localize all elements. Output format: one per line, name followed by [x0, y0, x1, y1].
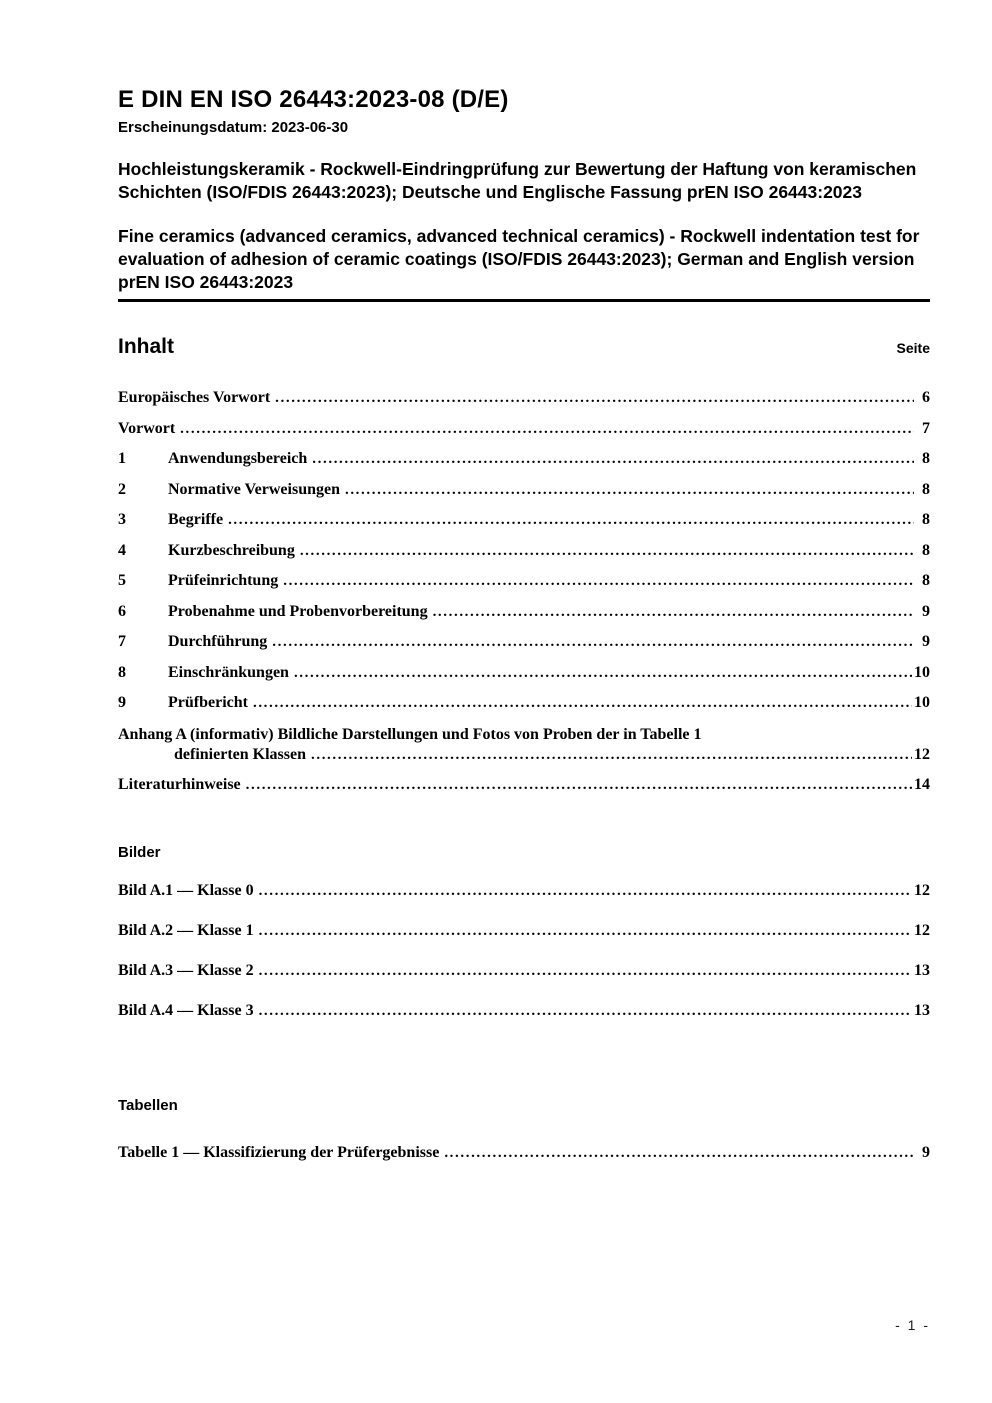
- toc-entry: [118, 541, 930, 561]
- dot-leader: [433, 602, 914, 622]
- figure-entry-title: Bild A.3 — Klasse 2: [118, 962, 254, 979]
- toc-entry-title: Kurzbeschreibung: [168, 541, 295, 559]
- footer-page-number: - 1 -: [895, 1317, 930, 1333]
- toc-entry: [118, 510, 930, 530]
- toc-entry-page: 8: [922, 480, 930, 498]
- toc-entry: [118, 388, 930, 408]
- tables-list: [118, 1143, 930, 1163]
- title-english: Fine ceramics (advanced ceramics, advanced technical ceramics) - Rockwell indentation test for evaluation of adhesion of ceramic coatings (ISO/FDIS 26443:2023); German and English version prEN ISO 26443:2023: [118, 226, 920, 292]
- toc-entry-title: Durchführung: [168, 633, 268, 650]
- toc-entry-page: 7: [922, 419, 930, 437]
- table-entry: [118, 1143, 930, 1163]
- dot-leader: [311, 745, 912, 765]
- toc-entry: [118, 775, 930, 795]
- toc-entry-number: 7: [118, 633, 126, 650]
- toc-entry: [118, 693, 930, 713]
- figure-entry: [118, 961, 930, 981]
- toc-entry: [118, 419, 930, 439]
- figure-entry-page: 13: [914, 1002, 930, 1019]
- toc-entry: [118, 632, 930, 652]
- toc-entry-title: Vorwort: [118, 419, 176, 437]
- figure-entry-page: 12: [914, 882, 930, 899]
- publication-date: Erscheinungsdatum: 2023-06-30: [118, 119, 349, 136]
- toc-entry-annex-line1: [118, 724, 930, 745]
- toc-entry-number: 9: [118, 694, 126, 711]
- toc-entry-title: Normative Verweisungen: [168, 480, 340, 498]
- figure-entry-page: 12: [914, 922, 930, 939]
- dot-leader: [246, 775, 912, 795]
- table-entry-title: Tabelle 1 — Klassifizierung der Prüfergebnisse: [118, 1144, 440, 1161]
- toc-entry-title: Anhang A (informativ) Bildliche Darstellungen und Fotos von Proben der in Tabelle 1: [118, 725, 702, 743]
- toc-entry-number: 4: [118, 541, 126, 559]
- toc-entry-page: 10: [914, 694, 930, 711]
- dot-leader: [283, 571, 914, 591]
- toc-entry-number: 6: [118, 602, 126, 620]
- dot-leader: [259, 881, 912, 901]
- toc-entry-title: Probenahme und Probenvorbereitung: [168, 602, 428, 620]
- figure-entry: [118, 921, 930, 941]
- toc-entry-page: 8: [922, 541, 930, 559]
- dot-leader: [345, 480, 914, 500]
- dot-leader: [275, 388, 914, 408]
- toc-entry-title: Begriffe: [168, 511, 224, 528]
- figure-entry: [118, 881, 930, 901]
- toc-entry: [118, 480, 930, 500]
- toc-entry-number: 3: [118, 511, 126, 528]
- tables-heading: Tabellen: [118, 1097, 178, 1114]
- figure-entry-title: Bild A.4 — Klasse 3: [118, 1002, 254, 1019]
- toc-entry: [118, 571, 930, 591]
- dot-leader: [300, 541, 914, 561]
- document-number: E DIN EN ISO 26443:2023-08 (D/E): [118, 86, 509, 113]
- toc-entry-title: Einschränkungen: [168, 663, 289, 681]
- figure-entry-title: Bild A.1 — Klasse 0: [118, 882, 254, 899]
- figures-heading: Bilder: [118, 844, 161, 861]
- dot-leader: [228, 510, 914, 530]
- toc-entry-number: 5: [118, 572, 126, 589]
- toc-entry-title: Prüfeinrichtung: [168, 572, 279, 589]
- toc-entry: [118, 663, 930, 683]
- toc-entry-page: 12: [914, 745, 930, 763]
- dot-leader: [444, 1143, 914, 1163]
- table-of-contents: [118, 388, 930, 795]
- toc-entry-number: 2: [118, 480, 126, 498]
- toc-entry-page: 9: [922, 633, 930, 650]
- figures-list: [118, 881, 930, 1021]
- toc-header-row: [118, 335, 930, 359]
- dot-leader: [272, 632, 914, 652]
- toc-entry-title: definierten Klassen: [174, 745, 306, 763]
- toc-heading: Inhalt: [118, 335, 174, 358]
- toc-entry-title: Europäisches Vorwort: [118, 389, 271, 406]
- toc-entry-title: Anwendungsbereich: [168, 450, 308, 467]
- toc-entry-number: 1: [118, 450, 126, 467]
- toc-entry-page: 8: [922, 450, 930, 467]
- toc-entry: [118, 602, 930, 622]
- dot-leader: [259, 961, 912, 981]
- dot-leader: [312, 449, 914, 469]
- toc-entry-title: Prüfbericht: [168, 694, 248, 711]
- dot-leader: [294, 663, 912, 683]
- title-german: Hochleistungskeramik - Rockwell-Eindringprüfung zur Bewertung der Haftung von keramischen Schichten (ISO/FDIS 26443:2023); Deutsche und Englische Fassung prEN ISO 26443:2023: [118, 159, 917, 202]
- title-divider-rule: [118, 299, 930, 302]
- toc-entry-number: 8: [118, 663, 126, 681]
- toc-page-column-label: Seite: [896, 340, 930, 356]
- page-content: [118, 86, 930, 1163]
- dot-leader: [259, 1001, 912, 1021]
- toc-entry-annex-line2: [118, 745, 930, 765]
- figure-entry: [118, 1001, 930, 1021]
- dot-leader: [253, 693, 912, 713]
- toc-entry-page: 14: [914, 776, 930, 793]
- toc-entry-page: 10: [914, 663, 930, 681]
- toc-entry: [118, 449, 930, 469]
- figure-entry-title: Bild A.2 — Klasse 1: [118, 922, 254, 939]
- dot-leader: [180, 419, 914, 439]
- toc-entry-page: 8: [922, 572, 930, 589]
- table-entry-page: 9: [922, 1144, 930, 1161]
- toc-entry-page: 9: [922, 602, 930, 620]
- toc-entry-page: 6: [922, 389, 930, 406]
- toc-entry-page: 8: [922, 511, 930, 528]
- dot-leader: [259, 921, 912, 941]
- toc-entry-title: Literaturhinweise: [118, 776, 241, 793]
- figure-entry-page: 13: [914, 962, 930, 979]
